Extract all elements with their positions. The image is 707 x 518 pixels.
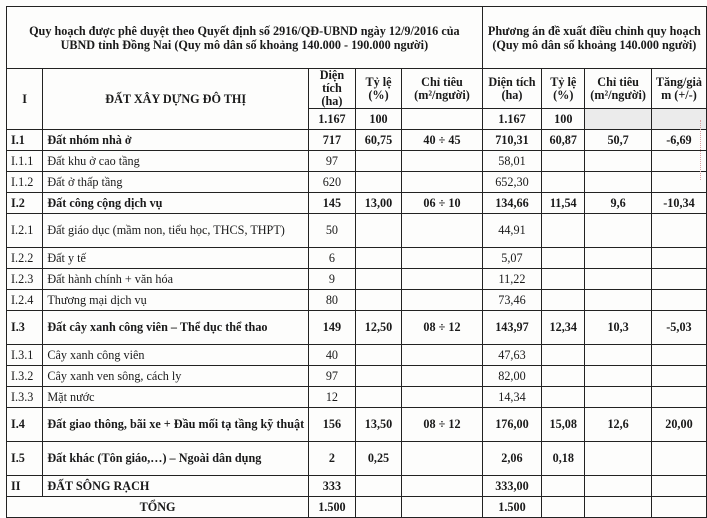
- cell-ratio-proposed: 0,18: [542, 442, 585, 476]
- cell-norm-proposed: 50,7: [585, 130, 652, 151]
- cell-name: Đất ở thấp tầng: [43, 172, 309, 193]
- cell-code: I.1.1: [7, 151, 43, 172]
- cell-norm: 08 ÷ 12: [402, 408, 482, 442]
- cell-norm: [402, 442, 482, 476]
- cell-change: [651, 366, 706, 387]
- cell-name: ĐẤT SÔNG RẠCH: [43, 476, 309, 497]
- cell-norm: [402, 290, 482, 311]
- cell-change: [651, 442, 706, 476]
- cell-code: I.1.2: [7, 172, 43, 193]
- cell-ratio-proposed: [542, 248, 585, 269]
- cell-area: 40: [309, 345, 356, 366]
- cell-area: 156: [309, 408, 356, 442]
- cell-code: I.3.2: [7, 366, 43, 387]
- col-header-ratio-proposed: Tỷ lệ (%): [542, 69, 585, 109]
- cell-code: I.3.3: [7, 387, 43, 408]
- cell-norm: [402, 248, 482, 269]
- cell-ratio-proposed: [542, 387, 585, 408]
- table-row: [7, 193, 707, 214]
- cell-norm-proposed: [585, 151, 652, 172]
- cell-ratio-proposed: [542, 290, 585, 311]
- cell-area-proposed: 333,00: [482, 476, 542, 497]
- cell-area-proposed: 14,34: [482, 387, 542, 408]
- cell-area: 1.167: [309, 109, 356, 130]
- cell-area: 145: [309, 193, 356, 214]
- cell-area-proposed: 44,91: [482, 214, 542, 248]
- cell-norm: 40 ÷ 45: [402, 130, 482, 151]
- approved-plan-title: Quy hoạch được phê duyệt theo Quyết định số 2916/QĐ-UBND ngày 12/9/2016 của UBND tỉnh Đồng Nai (Quy mô dân số khoảng 140.000 - 190.000 người): [7, 7, 483, 69]
- section-title: ĐẤT XÂY DỰNG ĐÔ THỊ: [43, 69, 309, 130]
- cell-ratio: 12,50: [355, 311, 402, 345]
- cell-code: I.3: [7, 311, 43, 345]
- cell-ratio-proposed: 11,54: [542, 193, 585, 214]
- cell-norm-proposed: [585, 109, 652, 130]
- cell-area-proposed: 652,30: [482, 172, 542, 193]
- col-header-change: Tăng/giả m (+/-): [651, 69, 706, 109]
- cell-norm: [402, 109, 482, 130]
- cell-name: Đất công cộng dịch vụ: [43, 193, 309, 214]
- cell-ratio: 0,25: [355, 442, 402, 476]
- cell-area-proposed: 1.500: [482, 497, 542, 518]
- cell-code: I.2.1: [7, 214, 43, 248]
- cell-change: [651, 290, 706, 311]
- cell-code: I.2.2: [7, 248, 43, 269]
- cell-ratio-proposed: [542, 214, 585, 248]
- cell-area-proposed: 2,06: [482, 442, 542, 476]
- cell-norm-proposed: [585, 345, 652, 366]
- cell-ratio-proposed: [542, 151, 585, 172]
- cell-norm: [402, 345, 482, 366]
- table-row: [7, 214, 707, 248]
- cell-norm: [402, 214, 482, 248]
- cell-name: Đất giáo dục (mầm non, tiểu học, THCS, THPT): [43, 214, 309, 248]
- cell-norm: [402, 172, 482, 193]
- col-header-norm-label: Chỉ tiêu: [421, 74, 463, 89]
- cell-area-proposed: 176,00: [482, 408, 542, 442]
- table-row: [7, 387, 707, 408]
- col-header-norm-proposed: [585, 69, 652, 109]
- cell-norm: [402, 366, 482, 387]
- cell-area: 6: [309, 248, 356, 269]
- section-roman-numeral: I: [7, 69, 43, 130]
- cell-norm-proposed: [585, 290, 652, 311]
- cell-ratio-proposed: 100: [542, 109, 585, 130]
- margin-annotation: [700, 120, 705, 180]
- table-header-columns: [7, 69, 707, 109]
- cell-norm-proposed: 10,3: [585, 311, 652, 345]
- cell-norm-proposed: [585, 497, 652, 518]
- cell-area-proposed: 73,46: [482, 290, 542, 311]
- cell-change: [651, 151, 706, 172]
- cell-ratio: 60,75: [355, 130, 402, 151]
- cell-ratio-proposed: [542, 172, 585, 193]
- cell-norm-proposed: [585, 442, 652, 476]
- cell-ratio: 100: [355, 109, 402, 130]
- cell-ratio: [355, 172, 402, 193]
- cell-name: Đất hành chính + văn hóa: [43, 269, 309, 290]
- cell-area-proposed: 1.167: [482, 109, 542, 130]
- cell-name: Cây xanh công viên: [43, 345, 309, 366]
- table-row: [7, 476, 707, 497]
- cell-norm: [402, 476, 482, 497]
- cell-ratio: [355, 269, 402, 290]
- cell-name: Đất khu ở cao tầng: [43, 151, 309, 172]
- cell-code: I.2: [7, 193, 43, 214]
- cell-name: Đất khác (Tôn giáo,…) – Ngoài dân dụng: [43, 442, 309, 476]
- cell-ratio-proposed: [542, 497, 585, 518]
- col-header-norm-proposed-label: Chỉ tiêu: [597, 74, 639, 89]
- table-header-titles: [7, 7, 707, 69]
- cell-area: 9: [309, 269, 356, 290]
- cell-code: I.5: [7, 442, 43, 476]
- cell-ratio: 13,00: [355, 193, 402, 214]
- cell-area-proposed: 143,97: [482, 311, 542, 345]
- table-row: [7, 172, 707, 193]
- cell-change: -6,69: [651, 130, 706, 151]
- cell-code: I.3.1: [7, 345, 43, 366]
- cell-area: 333: [309, 476, 356, 497]
- cell-ratio: [355, 387, 402, 408]
- cell-ratio: [355, 290, 402, 311]
- cell-area: 50: [309, 214, 356, 248]
- cell-change: [651, 214, 706, 248]
- cell-area-proposed: 710,31: [482, 130, 542, 151]
- cell-area: 620: [309, 172, 356, 193]
- cell-ratio: [355, 366, 402, 387]
- cell-change: [651, 387, 706, 408]
- cell-name: Đất cây xanh công viên – Thể dục thể thao: [43, 311, 309, 345]
- cell-ratio-proposed: [542, 366, 585, 387]
- cell-change: [651, 248, 706, 269]
- cell-change: 20,00: [651, 408, 706, 442]
- cell-change: [651, 172, 706, 193]
- cell-norm: [402, 387, 482, 408]
- table-row: [7, 151, 707, 172]
- cell-change: [651, 109, 706, 130]
- cell-area-proposed: 58,01: [482, 151, 542, 172]
- proposed-plan-title: Phương án đề xuất điều chỉnh quy hoạch (Quy mô dân số khoảng 140.000 người): [482, 7, 706, 69]
- cell-norm-proposed: [585, 248, 652, 269]
- cell-change: [651, 476, 706, 497]
- table-row: [7, 366, 707, 387]
- land-use-table: [6, 6, 707, 518]
- cell-code: II: [7, 476, 43, 497]
- cell-ratio: [355, 497, 402, 518]
- table-row: [7, 311, 707, 345]
- cell-area-proposed: 11,22: [482, 269, 542, 290]
- cell-area: 717: [309, 130, 356, 151]
- col-header-area: Diện tích (ha): [309, 69, 356, 109]
- table-row: [7, 269, 707, 290]
- table-row: [7, 408, 707, 442]
- cell-ratio-proposed: 15,08: [542, 408, 585, 442]
- cell-norm-proposed: [585, 269, 652, 290]
- cell-ratio: [355, 214, 402, 248]
- cell-name: Mặt nước: [43, 387, 309, 408]
- cell-area: 12: [309, 387, 356, 408]
- cell-ratio-proposed: [542, 269, 585, 290]
- cell-ratio: [355, 345, 402, 366]
- cell-name: Thương mại dịch vụ: [43, 290, 309, 311]
- cell-name: Đất giao thông, bãi xe + Đầu mối tạ tầng kỹ thuật: [43, 408, 309, 442]
- cell-area: 1.500: [309, 497, 356, 518]
- col-header-norm: [402, 69, 482, 109]
- cell-change: -10,34: [651, 193, 706, 214]
- table-row: [7, 248, 707, 269]
- cell-area: 97: [309, 366, 356, 387]
- table-row: [7, 290, 707, 311]
- cell-norm: [402, 497, 482, 518]
- cell-area: 80: [309, 290, 356, 311]
- cell-norm: [402, 151, 482, 172]
- col-header-area-proposed: Diện tích (ha): [482, 69, 542, 109]
- table-row-total: [7, 497, 707, 518]
- cell-ratio-proposed: [542, 345, 585, 366]
- cell-ratio-proposed: 12,34: [542, 311, 585, 345]
- col-header-norm-proposed-unit: (m²/người): [590, 87, 646, 102]
- cell-ratio: [355, 151, 402, 172]
- col-header-norm-unit: (m²/người): [414, 87, 470, 102]
- cell-ratio-proposed: [542, 476, 585, 497]
- cell-norm-proposed: [585, 387, 652, 408]
- cell-norm: [402, 269, 482, 290]
- cell-norm-proposed: [585, 476, 652, 497]
- cell-name: Đất nhóm nhà ở: [43, 130, 309, 151]
- cell-code: I.2.4: [7, 290, 43, 311]
- cell-change: [651, 497, 706, 518]
- cell-code: I.4: [7, 408, 43, 442]
- cell-ratio: [355, 248, 402, 269]
- table-row: [7, 345, 707, 366]
- cell-ratio-proposed: 60,87: [542, 130, 585, 151]
- cell-ratio: 13,50: [355, 408, 402, 442]
- cell-area-proposed: 134,66: [482, 193, 542, 214]
- cell-change: [651, 269, 706, 290]
- table-row: [7, 442, 707, 476]
- cell-norm: 08 ÷ 12: [402, 311, 482, 345]
- cell-norm: 06 ÷ 10: [402, 193, 482, 214]
- cell-norm-proposed: [585, 214, 652, 248]
- cell-norm-proposed: 9,6: [585, 193, 652, 214]
- col-header-ratio: Tỷ lệ (%): [355, 69, 402, 109]
- cell-ratio: [355, 476, 402, 497]
- cell-area-proposed: 47,63: [482, 345, 542, 366]
- cell-norm-proposed: [585, 366, 652, 387]
- cell-code: I.2.3: [7, 269, 43, 290]
- cell-norm-proposed: 12,6: [585, 408, 652, 442]
- table-row: [7, 130, 707, 151]
- cell-total-label: TỔNG: [7, 497, 309, 518]
- cell-area-proposed: 5,07: [482, 248, 542, 269]
- cell-code: I.1: [7, 130, 43, 151]
- cell-area: 97: [309, 151, 356, 172]
- cell-name: Đất y tế: [43, 248, 309, 269]
- cell-norm-proposed: [585, 172, 652, 193]
- cell-area-proposed: 82,00: [482, 366, 542, 387]
- cell-area: 2: [309, 442, 356, 476]
- cell-change: [651, 345, 706, 366]
- cell-area: 149: [309, 311, 356, 345]
- cell-change: -5,03: [651, 311, 706, 345]
- cell-name: Cây xanh ven sông, cách ly: [43, 366, 309, 387]
